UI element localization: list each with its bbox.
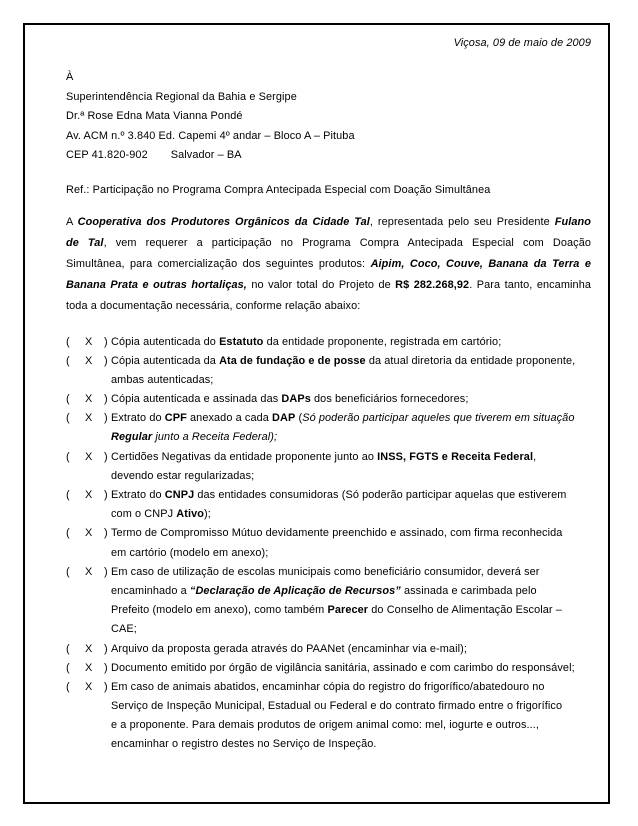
- check-mark: X: [85, 412, 93, 425]
- check-mark: X: [85, 335, 93, 348]
- recipient-org: Superintendência Regional da Bahia e Sergipe: [66, 90, 297, 103]
- recipient-cep-city: [66, 146, 591, 166]
- check-mark: X: [85, 354, 93, 367]
- president-name-1: Fulano: [554, 215, 591, 228]
- recipient-block: [66, 68, 591, 166]
- checklist-item: ( X ) Cópia autenticada da Ata de fundação e de posse da atual diretoria da entidade proponente, ambas autenticadas;: [66, 352, 591, 390]
- recipient-city: Salvador – BA: [170, 149, 242, 161]
- intro-line: de Tal, vem requerer a participação no Programa Compra Antecipada Especial com Doação: [66, 236, 592, 249]
- checklist-item: ( X ) Documento emitido por órgão de vigilância sanitária, assinado e com carimbo do responsável;: [66, 659, 591, 678]
- check-mark: X: [85, 450, 93, 463]
- check-mark: X: [85, 489, 93, 501]
- intro-line: A Cooperativa dos Produtores Orgânicos da Cidade Tal, representada pelo seu Presidente Fulano: [66, 215, 591, 228]
- checklist-item: ( X ) Em caso de utilização de escolas municipais como beneficiário consumidor, deverá ser encaminhado a “Declaração de Aplicação de Recursos” assinada e carimbada pelo Prefeito (modelo em anexo), como também Parecer do Conselho de Alimentação Escolar – CAE;: [66, 563, 591, 640]
- coop-name: Cooperativa dos Produtores Orgânicos da Cidade Tal: [77, 215, 370, 228]
- check-mark: X: [85, 642, 93, 655]
- recipient-person: Dr.ª Rose Edna Mata Vianna Pondé: [66, 110, 243, 122]
- checklist-item: ( X ) Arquivo da proposta gerada através do PAANet (encaminhar via e-mail);: [66, 640, 591, 659]
- document-checklist: [66, 333, 591, 755]
- intro-line: Banana Prata e outras hortaliças, no valor total do Projeto de R$ 282.268,92. Para tanto, encaminha: [66, 278, 592, 291]
- checklist-item: ( X ) Extrato do CPF anexado a cada DAP (Só poderão participar aqueles que tiverem em situação Regular junto a Receita Federal);: [66, 409, 591, 447]
- checklist-item: ( X ) Em caso de animais abatidos, encaminhar cópia do registro do frigorífico/abatedouro no Serviço de Inspeção Municipal, Estadual ou Federal e do contrato firmado entre o frigorífico e a proponente. Para demais produtos de origem animal como: mel, iogurte e outros..., encaminhar o registro destes no Serviço de Inspeção.: [66, 678, 591, 755]
- checklist-item: ( X ) Termo de Compromisso Mútuo devidamente preenchido e assinado, com firma reconhecida em cartório (modelo em anexo);: [66, 524, 591, 562]
- check-mark: X: [85, 680, 93, 693]
- checklist-item: ( X ) Certidões Negativas da entidade proponente junto ao INSS, FGTS e Receita Federal, devendo estar regularizadas;: [66, 448, 591, 486]
- recipient-cep: CEP 41.820-902: [66, 149, 148, 161]
- checklist-item: ( X ) Extrato do CNPJ das entidades consumidoras (Só poderão participar aquelas que estiverem com o CNPJ Ativo);: [66, 486, 591, 524]
- project-value: R$ 282.268,92: [395, 278, 470, 291]
- date-line: Viçosa, 09 de maio de 2009: [453, 37, 591, 49]
- check-mark: X: [85, 661, 93, 674]
- products-1: Aipim, Coco, Couve, Banana da Terra e: [370, 257, 591, 270]
- letter-body: [66, 35, 591, 755]
- salutation: À: [66, 71, 74, 83]
- checklist-item: ( X ) Cópia autenticada do Estatuto da entidade proponente, registrada em cartório;: [66, 333, 591, 352]
- check-mark: X: [85, 393, 93, 406]
- president-name-2: de Tal: [66, 236, 104, 249]
- checklist-item: ( X ) Cópia autenticada e assinada das DAPs dos beneficiários fornecedores;: [66, 390, 591, 409]
- intro-paragraph: [66, 212, 591, 317]
- intro-line: Simultânea, para comercialização dos seguintes produtos: Aipim, Coco, Couve, Banana da Terra e: [66, 257, 591, 270]
- check-mark: X: [85, 565, 93, 578]
- intro-line: toda a documentação necessária, conforme relação abaixo:: [66, 299, 361, 312]
- reference-line: Ref.: Participação no Programa Compra Antecipada Especial com Doação Simultânea: [66, 183, 491, 196]
- check-mark: X: [85, 527, 93, 540]
- products-2: Banana Prata e outras hortaliças,: [66, 278, 247, 291]
- recipient-address: Av. ACM n.º 3.840 Ed. Capemi 4º andar – Bloco A – Pituba: [66, 129, 355, 142]
